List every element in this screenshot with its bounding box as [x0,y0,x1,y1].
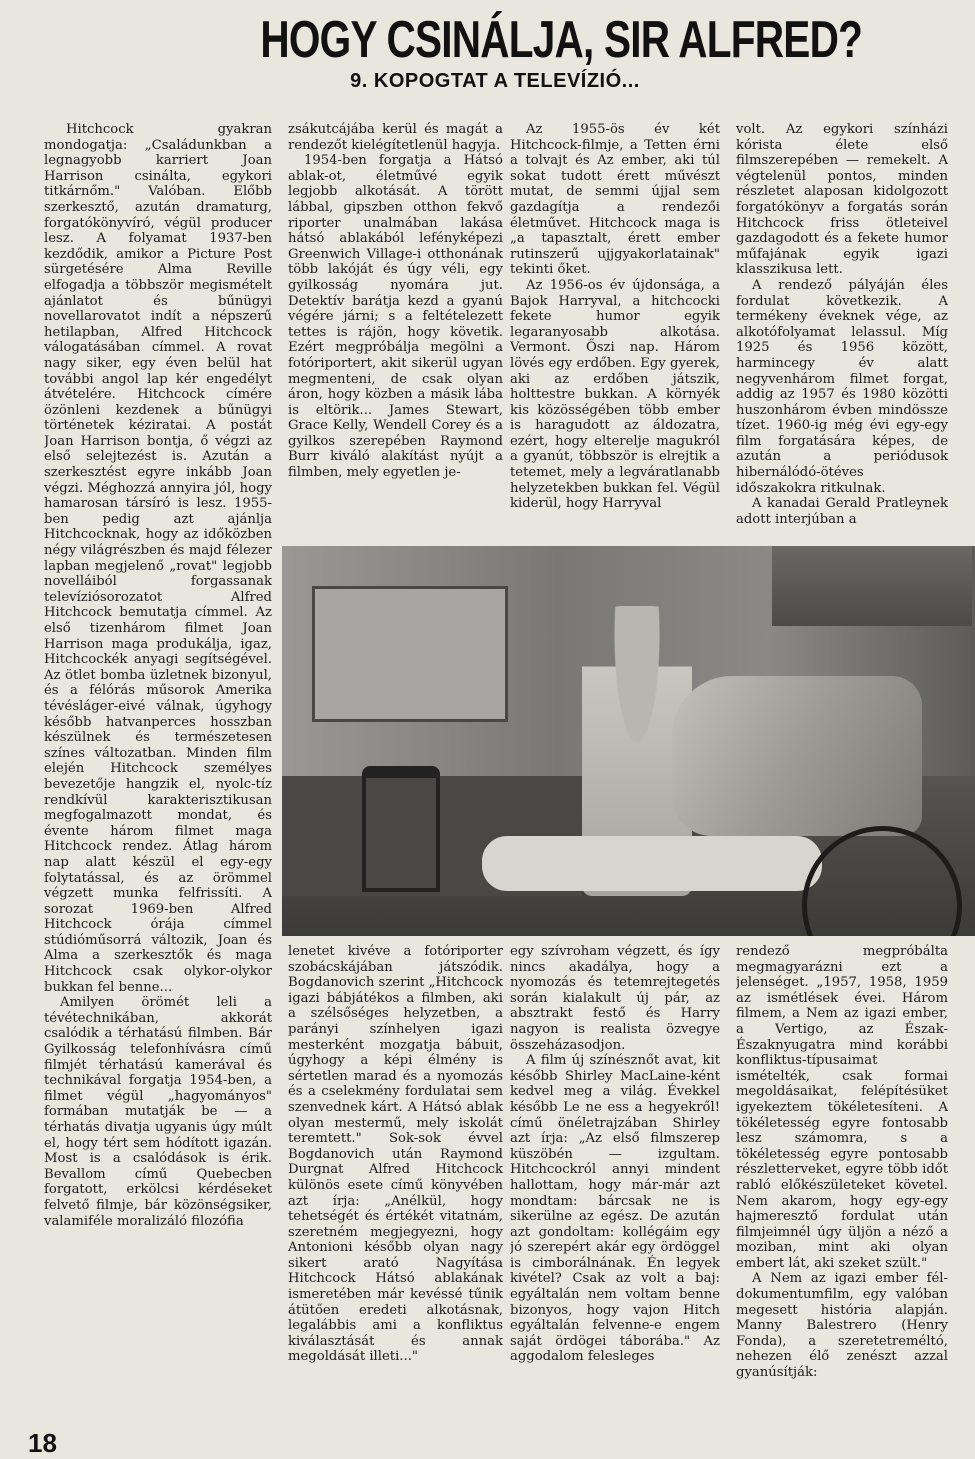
paragraph: 1954-ben forgatja a Hátsó ablak-ot, életművé egyik legjobb alkotását. A törött lábbal, gipszben otthon fekvő riporter unalmában lakása hátsó ablakából lefényképezi Greenwich Village-i otthonának több lakóját és úgy véli, egy gyilkosság nyomára jut. Detektív barátja kezd a gyanú végére járni; s a feltételezett tettes is rájön, hogy követik. Ezért megpróbálja megölni a fotóriportert, akit sikerül ugyan megmenteni, de csak olyan áron, hogy közben a másik lába is eltörik... James Stewart, Grace Kelly, Wendell Corey és a gyilkos szerepében Raymond Burr kiváló alakítást nyújt a filmben, mely egyetlen je- [288,153,503,481]
photo-chair [362,766,440,892]
paragraph: A film új színésznőt avat, kit később Shirley MacLaine-ként kedvel meg a világ. Évekkel később Le ne ess a hegyekről! című önéletrajzában Shirley azt írja: „Az első filmszerep küszöbén — izgultam. Hitchcockról annyi mindent hallottam, hogy már-már azt mondtam: bárcsak ne is sikerülne az egész. De azután azt gondoltam: kollégáim egy jó szerepért akár egy ördöggel is cimborálnának. Én legyek kivétel? Csak az volt a baj: egyáltalán nem voltam benne bizonyos, hogy vajon Hitch egyáltalán felvenne-e engem saját ördögei táborába." Az aggodalom felesleges [510,1053,720,1365]
article-subheadline: 9. KOPOGTAT A TELEVÍZIÓ... [350,70,640,92]
paragraph: Hitchcock gyakran mondogatja: „Családunkban a legnagyobb karriert Joan Harrison csinálta, egykori titkárnőm." Valóban. Előbb szerkesztő, azután dramaturg, forgatókönyvíró, végül producer lesz. A folyamat 1937-ben kezdődik, amikor a Picture Post sürgetésére Alma Reville elfogadja a többször megismételt ajánlatot és bűnügyi novellarovatot indít a népszerű hetilapban, Alfred Hitchcock válogatásában címmel. A rovat nagy siker, egy éven belül hat további angol lap kér engedélyt átvételére. Hitchcock címére özönleni kezdenek a bűnügyi történetek kéziratai. A postát Joan Harrison bontja, ő végzi az első selejtezést is. Azután a szerkesztést egyre inkább Joan végzi. Méghozzá annyira jól, hogy hamarosan társíró is lesz. 1955-ben pedig azt ajánlja Hitchcocknak, hogy az időközben négy világrészben és majd félezer lapban megjelenő „rovat" legjobb novelláiból forgassanak televíziósorozatot Alfred Hitchcock bemutatja címmel. Az első tizenhárom filmet Joan Harrison maga produkálja, igaz, Hitchcockék anyagi segítségével. Az ötlet bomba üzletnek bizonyul, és a félórás műsorok Amerika tévésláger-eivé válnak, úgyhogy később hatvanperces hosszban készülnek és természetesen színes változatban. Minden film elején Hitchcock személyes bevezetője hangzik el, nyolc-tíz rendkívül karakterisztikusan megfogalmazott mondat, és évente három filmet maga Hitchcock rendez. Átlag három nap alatt készül el egy-egy folytatással, és az örömmel végzett munka felfrissíti. A sorozat 1969-ben Alfred Hitchcock órája címmel stúdióműsorrá változik, Joan és Alma a szerkesztők és maga Hitchcock csak olykor-olykor bukkan fel benne... [44,122,272,995]
paragraph: Az 1955-ös év két Hitchcock-filmje, a Tetten érni a tolvajt és Az ember, aki túl sokat tudott érett művészt mutat, de semmi újjal sem gazdagítja a rendezői életművet. Hitchcock maga is „a tapasztalt, érett ember rutinszerű ujjgyakorlatainak" tekinti őket. [510,122,720,278]
paragraph: Az 1956-os év újdonsága, a Bajok Harryval, a hitchcocki fekete humor egyik legaranyosabb alkotása. Vermont. Őszi nap. Három lövés egy erdőben. Egy gyerek, aki az erdőben játszik, holttestre bukkan. A környék kis közösségében több ember is haragudott az áldozatra, ezért, hogy elterelje magukról a gyanút, többször is elrejtik a tetemet, mely a legváratlanabb helyzetekben bukkan fel. Végül kiderül, hogy Harryval [510,277,720,512]
paragraph: lenetet kivéve a fotóriporter szobácskájában játszódik. Bogdanovich szerint „Hitchcock igazi bábjátékos a filmben, aki a szélsőséges helyzetben, a parányi színhelyen igazi mesterként mozgatja bábuit, úgyhogy a képi élmény is sértetlen marad és a nyomozás és a cselekmény fordulatai sem szenvednek kárt. A Hátsó ablak olyan mestermű, mely iskolát teremtett." Sok-sok évvel Bogdanovich után Raymond Durgnat Alfred Hitchcock különös esete című könyvében azt írja: „Anélkül, hogy tehetségét és értékét vitatnám, szeretném megjegyezni, hogy Antonioni később olyan nagy sikert arató Nagyítása Hitchcock Hátsó ablakának ismeretében már kevéssé tűnik átütően eredeti alkotásnak, legalábbis ami a konfliktus kiválasztását és annak megoldását illeti..." [288,944,503,1365]
column-1 [44,122,272,1427]
paragraph: egy szívroham végzett, és így nincs akadálya, hogy a nyomozás és tetemrejtegetés során kialakult új pár, az absztrakt festő és Harry nagyon is realista özvegye összeházasodjon. [510,944,720,1053]
film-still-photo [282,546,975,936]
photo-window [312,586,508,722]
photo-man-figure [672,676,922,836]
column-4-top [736,122,948,540]
article-headline: HOGY CSINÁLJA, SIR ALFRED? [260,11,863,69]
column-2-top [288,122,503,540]
paragraph: Amilyen örömét leli a tévétechnikában, akkorát csalódik a térhatású filmben. Bár Gyilkosság telefonhívásra című filmjét térhatású kamerával és technikával forgatja 1954-ben, a filmet végül „hagyományos" formában mutatják be — a térhatás divatja ugyanis úgy múlt el, hogy tért sem hódított igazán. Most is a csalódások is érik. Bevallom című Quebecben forgatott, erkölcsi kérdéseket felvető filmje, bár közönségsiker, valamiféle moralizáló filozófia [44,995,272,1229]
column-4-bottom [736,944,948,1427]
column-3-top [510,122,720,540]
paragraph: A rendező pályáján éles fordulat következik. A termékeny éveknek vége, az alkotófolyamat lelassul. Míg 1925 és 1956 között, harmincegy év alatt negyvenhárom filmet forgat, addig az 1957 és 1980 közötti huszonhárom évben mindössze tízet. 1960-ig még évi egy-egy film forgatására képes, de azután a periódusok hibernálódó-ötéves időszakokra ritkulnak. [736,277,948,496]
column-3-bottom [510,944,720,1427]
photo-wheelchair-wheel [802,826,962,936]
paragraph: volt. Az egykori színházi kórista élete első filmszerepében — remekelt. A végtelenül pontos, minden részletet alaposan kidolgozott forgatókönyv a forgatás során Hitchcock friss ötleteivel gazdagodott és a fekete humor műfajának egyik igazi klasszikusa lett. [736,122,948,278]
paragraph: A kanadai Gerald Pratleynek adott interjúban a [736,496,948,527]
photo-shelf [772,546,972,626]
column-2-bottom [288,944,503,1427]
photo-cast-leg [482,836,822,891]
paragraph: zsákutcájába kerül és magát a rendezőt kielégítetlenül hagyja. [288,122,503,153]
page-number: 18 [28,1428,57,1458]
paragraph: rendező megpróbálta megmagyarázni ezt a jelenséget. „1957, 1958, 1959 az ismétlések évei. Három filmem, a Nem az igazi ember, a Vertigo, az Észak-Északnyugatra mind korábbi konfliktus-típusaimat ismételték, csak formai megoldásaikat, felépítésüket igyekeztem tökéletesíteni. A tökéletesség egyre fontosabb lesz számomra, s a tökéletesség egyre pontosabb részletterveket, egyre több időt rabló előkészületeket követel. Nem akarom, hogy egy-egy hajmeresztő fordulat után filmjeimnél úgy üljön a néző a moziban, mint aki olyan embert lát, aki szeket szült." [736,944,948,1271]
paragraph: A Nem az igazi ember fél-dokumentumfilm, egy valóban megesett história alapján. Manny Balestrero (Henry Fonda), a szeretetreméltó, nehezen élő zenészt azzal gyanúsítják: [736,1271,948,1381]
